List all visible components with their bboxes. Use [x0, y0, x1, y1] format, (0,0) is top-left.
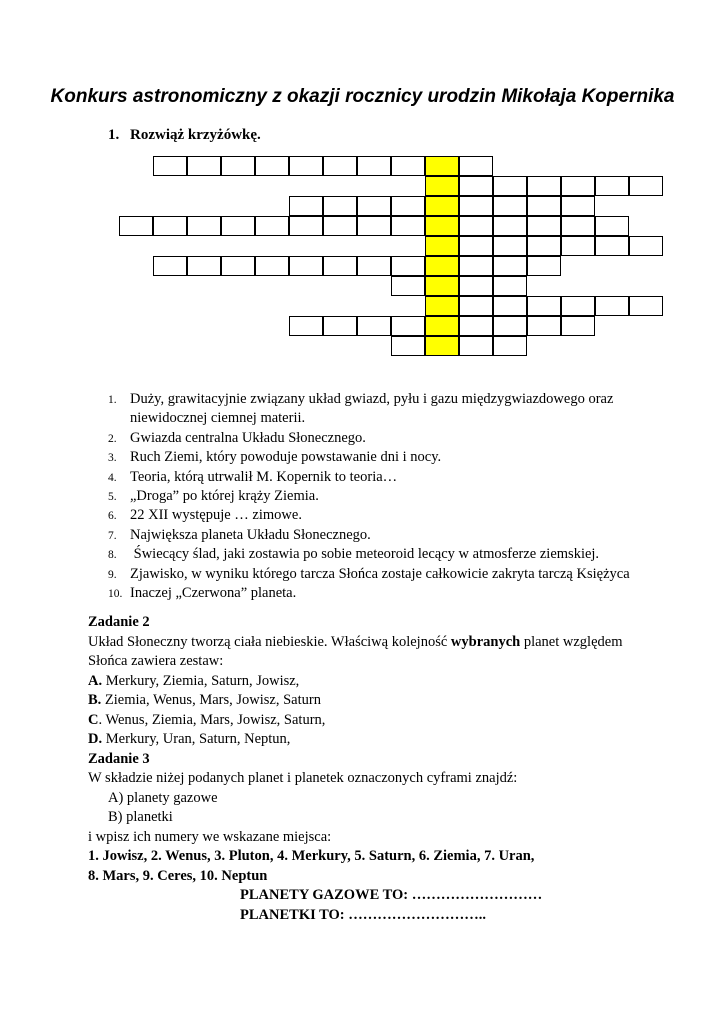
crossword-cell[interactable] [493, 196, 527, 216]
crossword-cell[interactable] [459, 296, 493, 316]
option-text: Ziemia, Wenus, Mars, Jowisz, Saturn [101, 692, 321, 708]
task2-text-before: Układ Słoneczny tworzą ciała niebieskie. Właściwą kolejność [88, 633, 451, 650]
clue-item [108, 448, 630, 467]
crossword-cell[interactable] [255, 256, 289, 276]
crossword-cell[interactable] [153, 216, 187, 236]
crossword-cell[interactable] [459, 256, 493, 276]
option-letter: C [88, 711, 99, 728]
task1-number: 1. [108, 127, 120, 143]
crossword-cell[interactable] [493, 256, 527, 276]
crossword-cell[interactable] [527, 296, 561, 316]
clue-number: 5. [108, 491, 117, 504]
crossword-cell[interactable] [323, 156, 357, 176]
task3-heading: Zadanie 3 [88, 750, 150, 767]
crossword-cell[interactable] [323, 196, 357, 216]
crossword-cell-key[interactable] [425, 336, 459, 356]
crossword-cell[interactable] [459, 196, 493, 216]
task2-option-a [88, 672, 622, 692]
task2-heading: Zadanie 2 [88, 614, 150, 630]
crossword-cell[interactable] [323, 216, 357, 236]
crossword-cell-key[interactable] [425, 216, 459, 236]
task2-question [88, 633, 622, 653]
task3-item-a: A) planety gazowe [108, 789, 218, 806]
crossword-cell[interactable] [459, 316, 493, 336]
clue-number: 4. [108, 471, 117, 484]
crossword-cell[interactable] [119, 216, 153, 236]
clue-item [108, 468, 630, 487]
clue-text: Inaczej „Czerwona” planeta. [130, 585, 297, 602]
clue-item [108, 487, 630, 506]
crossword-cell[interactable] [391, 216, 425, 236]
crossword-cell[interactable] [629, 296, 663, 316]
crossword-cell-key[interactable] [425, 176, 459, 196]
clue-text: „Droga” po której krąży Ziemia. [130, 488, 319, 505]
clue-text: Największa planeta Układu Słonecznego. [130, 526, 371, 543]
clue-number: 2. [108, 432, 117, 445]
clue-text: Ruch Ziemi, który powoduje powstawanie dni i nocy. [130, 449, 442, 466]
option-text: . Wenus, Ziemia, Mars, Jowisz, Saturn, [98, 711, 326, 728]
clue-text: Gwiazda centralna Układu Słonecznego. [130, 429, 366, 446]
crossword-cell[interactable] [289, 196, 323, 216]
clue-item [108, 526, 630, 545]
crossword-cell[interactable] [357, 316, 391, 336]
crossword-cell[interactable] [153, 156, 187, 176]
crossword-cell[interactable] [221, 216, 255, 236]
option-letter: D. [88, 731, 103, 747]
crossword-cell[interactable] [493, 336, 527, 356]
crossword-cell[interactable] [493, 296, 527, 316]
crossword-cell[interactable] [493, 276, 527, 296]
crossword-cell[interactable] [561, 316, 595, 336]
answer-gas-planets: PLANETY GAZOWE TO: ……………………… [240, 887, 543, 903]
task2-option-b [88, 691, 622, 711]
crossword-cell[interactable] [187, 156, 221, 176]
clue-number: 7. [108, 529, 117, 542]
crossword-cell-key[interactable] [425, 296, 459, 316]
option-text: Merkury, Uran, Saturn, Neptun, [102, 731, 291, 747]
clue-number: 9. [108, 568, 117, 581]
task2-option-d [88, 730, 622, 750]
clue-item [108, 429, 630, 448]
clue-number: 6. [108, 510, 117, 523]
crossword-cell[interactable] [561, 216, 595, 236]
crossword-cell[interactable] [391, 256, 425, 276]
clue-number: 3. [108, 452, 117, 465]
clue-item [108, 565, 630, 584]
crossword-cell-key[interactable] [425, 196, 459, 216]
crossword-cell[interactable] [357, 196, 391, 216]
crossword-cell[interactable] [357, 256, 391, 276]
crossword-cell[interactable] [459, 176, 493, 196]
task2-option-c [88, 711, 622, 731]
option-letter: B. [88, 692, 102, 708]
task3-list-line2: 8. Mars, 9. Ceres, 10. Neptun [88, 867, 268, 884]
clue-item [108, 545, 630, 564]
crossword-cell[interactable] [459, 236, 493, 256]
clue-text: Zjawisko, w wyniku którego tarcza Słońca zostaje całkowicie zakryta tarczą Księżyca [130, 565, 630, 582]
crossword-clues [108, 390, 630, 603]
crossword-cell[interactable] [561, 296, 595, 316]
crossword-cell[interactable] [629, 176, 663, 196]
crossword-cell[interactable] [357, 216, 391, 236]
clue-text: Teoria, którą utrwalił M. Kopernik to teoria… [130, 468, 398, 485]
task2-question-line2: Słońca zawiera zestaw: [88, 653, 224, 669]
task3-intro: W składzie niżej podanych planet i planetek oznaczonych cyframi znajdź: [88, 770, 518, 786]
crossword-cell[interactable] [527, 256, 561, 276]
crossword-cell[interactable] [493, 316, 527, 336]
crossword-cell[interactable] [187, 216, 221, 236]
crossword-cell[interactable] [323, 256, 357, 276]
crossword-cell[interactable] [595, 236, 629, 256]
crossword-cell[interactable] [595, 216, 629, 236]
crossword-cell[interactable] [493, 236, 527, 256]
crossword-cell[interactable] [561, 236, 595, 256]
crossword-cell[interactable] [221, 156, 255, 176]
crossword-cell-key[interactable] [425, 316, 459, 336]
crossword-cell[interactable] [391, 316, 425, 336]
crossword-cell[interactable] [255, 156, 289, 176]
crossword-cell[interactable] [289, 216, 323, 236]
crossword-cell[interactable] [561, 176, 595, 196]
crossword-cell-key[interactable] [425, 156, 459, 176]
crossword-cell[interactable] [391, 156, 425, 176]
crossword-cell[interactable] [391, 336, 425, 356]
clue-number: 10. [108, 588, 123, 601]
task2 [88, 613, 622, 925]
crossword-cell[interactable] [527, 236, 561, 256]
clue-text: 22 XII występuje … zimowe. [130, 507, 302, 524]
clue-text: Świecący ślad, jaki zostawia po sobie meteoroid lecący w atmosferze ziemskiej. [130, 546, 600, 563]
clue-item [108, 506, 630, 525]
option-text: Merkury, Ziemia, Saturn, Jowisz, [102, 672, 300, 689]
crossword-cell[interactable] [629, 236, 663, 256]
crossword-cell[interactable] [391, 196, 425, 216]
clue-item [108, 584, 630, 603]
crossword-cell[interactable] [527, 316, 561, 336]
crossword-cell[interactable] [459, 276, 493, 296]
crossword-cell[interactable] [595, 296, 629, 316]
crossword-cell[interactable] [527, 216, 561, 236]
crossword-cell[interactable] [561, 196, 595, 216]
crossword-cell-key[interactable] [425, 236, 459, 256]
crossword-cell[interactable] [255, 216, 289, 236]
clue-number: 8. [108, 549, 117, 562]
crossword-cell-key[interactable] [425, 276, 459, 296]
task2-text-after: planet względem [520, 633, 623, 650]
crossword-cell-key[interactable] [425, 256, 459, 276]
task3-instruction: i wpisz ich numery we wskazane miejsca: [88, 828, 332, 845]
crossword-cell[interactable] [357, 156, 391, 176]
crossword-cell[interactable] [527, 176, 561, 196]
crossword-cell[interactable] [289, 256, 323, 276]
task2-text-bold: wybranych [450, 633, 521, 650]
page-title: Konkurs astronomiczny z okazji rocznicy urodzin Mikołaja Kopernika [50, 86, 675, 107]
crossword-cell[interactable] [527, 196, 561, 216]
crossword-cell[interactable] [221, 256, 255, 276]
crossword-cell[interactable] [459, 336, 493, 356]
crossword-cell[interactable] [391, 276, 425, 296]
option-letter: A. [88, 672, 103, 689]
crossword-cell[interactable] [493, 176, 527, 196]
clue-text: niewidocznej ciemnej materii. [130, 410, 306, 427]
task1-label: Rozwiąż krzyżówkę. [130, 127, 261, 143]
crossword-cell[interactable] [595, 176, 629, 196]
clue-item [108, 390, 630, 429]
task3-item-b: B) planetki [108, 809, 173, 825]
crossword-cell[interactable] [459, 216, 493, 236]
task1-heading [108, 127, 261, 144]
crossword-cell[interactable] [153, 256, 187, 276]
crossword-cell[interactable] [493, 216, 527, 236]
answer-dwarf-planets: PLANETKI TO: ……………………….. [240, 906, 486, 923]
crossword-cell[interactable] [459, 156, 493, 176]
crossword-cell[interactable] [187, 256, 221, 276]
clue-number: 1. [108, 394, 117, 406]
task3-list-line1: 1. Jowisz, 2. Wenus, 3. Pluton, 4. Merkury, 5. Saturn, 6. Ziemia, 7. Uran, [88, 848, 535, 864]
clue-text: Duży, grawitacyjnie związany układ gwiazd, pyłu i gazu międzygwiazdowego oraz [130, 391, 614, 407]
crossword-cell[interactable] [289, 316, 323, 336]
crossword-cell[interactable] [289, 156, 323, 176]
crossword-cell[interactable] [323, 316, 357, 336]
